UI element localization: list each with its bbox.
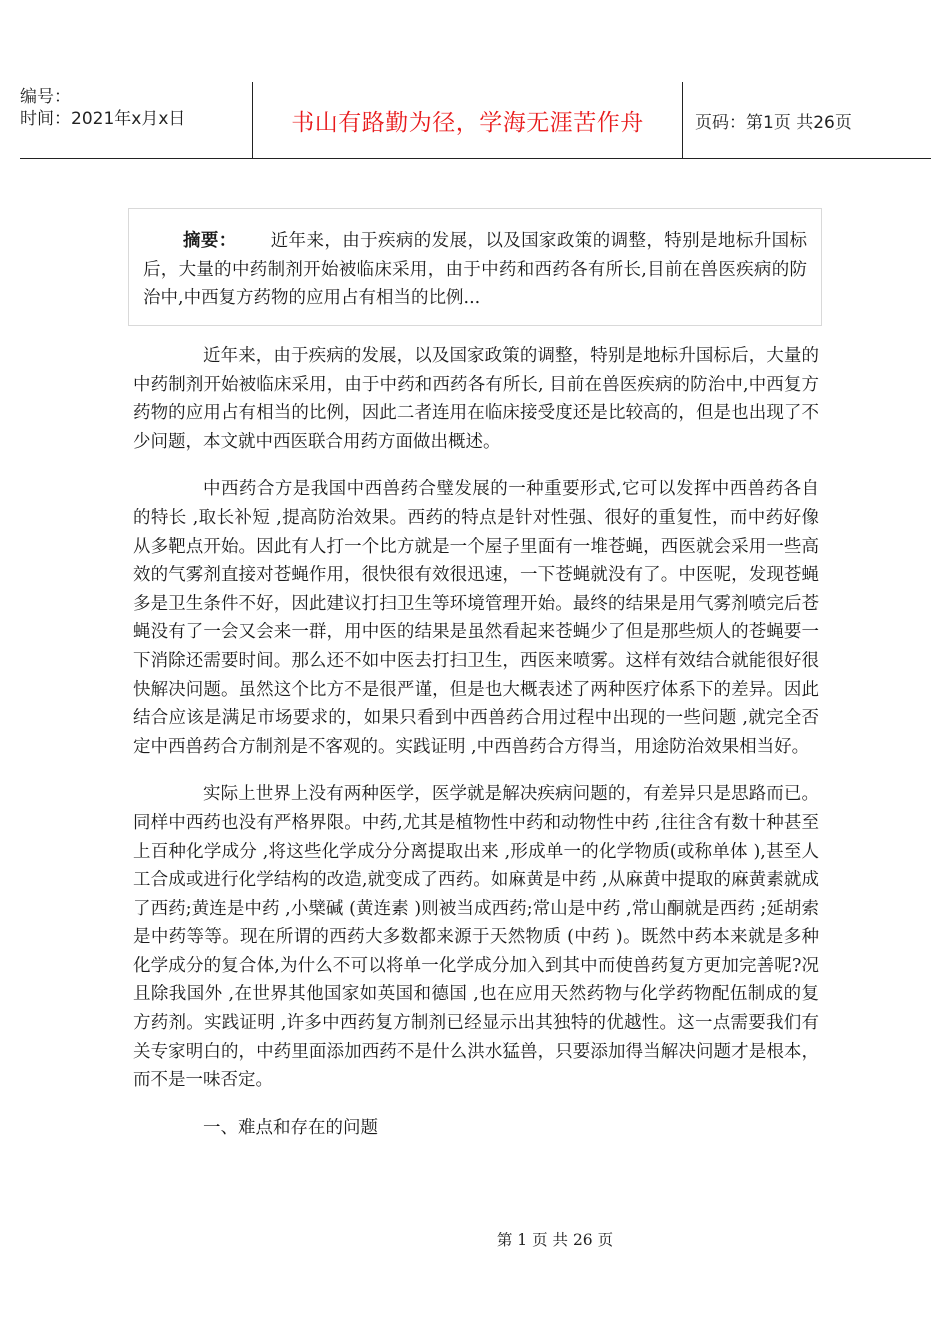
abstract-box [128, 208, 822, 326]
document-number-label: 编号： [20, 87, 71, 107]
section-heading: 一、难点和存在的问题 [203, 1117, 378, 1138]
paragraph-medicine-boundary: 实际上世界上没有两种医学，医学就是解决疾病问题的，有差异只是思路而已。同样中西药也没有严格界限。中药,尤其是植物性中药和动物性中药 ,往往含有数十种甚至上百种化学成分 ,将这些化学成分分离提取出来 ,形成单一的化学物质(或称单体 ),甚至人工合成或进行化学结构的改造,就变成了西药。如麻黄是中药 ,从麻黄中提取的麻黄素就成了西药;黄连是中药 ,小檗碱 (黄连素 )则被当成西药;常山是中药 ,常山酮就是西药 ;延胡索是中药等等。现在所谓的西药大多数都来源于天然物质 (中药 )。既然中药本来就是多种化学成分的复合体,为什么不可以将单一化学成分加入到其中而使兽药复方更加完善呢?况且除我国外 ,在世界其他国家如英国和德国 ,也在应用天然药物与化学药物配伍制成的复方药剂。实践证明 ,许多中西药复方制剂已经显示出其独特的优越性。这一点需要我们有关专家明白的，中药里面添加西药不是什么洪水猛兽，只要添加得当解决问题才是根本，而不是一味否定。 [133, 784, 819, 1091]
header-meta [20, 82, 252, 158]
paragraph-intro: 近年来，由于疾病的发展，以及国家政策的调整，特别是地标升国标后，大量的中药制剂开始被临床采用，由于中药和西药各有所长, 目前在兽医疾病的防治中,中西复方药物的应用占有相当的比例，因此二者连用在临床接受度还是比较高的，但是也出现了不少问题，本文就中西医联合用药方面做出概述。 [133, 346, 819, 452]
page-header [20, 82, 931, 159]
header-page-info: 页码：第1页 共26页 [695, 112, 852, 133]
abstract-label: 摘要： [183, 231, 237, 251]
page-footer: 第 1 页 共 26 页 [496, 1231, 614, 1249]
document-time-label: 时间：2021年x月x日 [20, 109, 186, 129]
document-body [133, 342, 819, 1161]
header-motto: 书山有路勤为径，学海无涯苦作舟 [252, 82, 683, 158]
paragraph-combination: 中西药合方是我国中西兽药合璧发展的一种重要形式,它可以发挥中西兽药各自的特长 ,取长补短 ,提高防治效果。西药的特点是针对性强、很好的重复性，而中药好像从多靶点开始。因此有人打一个比方就是一个屋子里面有一堆苍蝇，西医就会采用一些高效的气雾剂直接对苍蝇作用，很快很有效很迅速，一下苍蝇就没有了。中医呢，发现苍蝇多是卫生条件不好，因此建议打扫卫生等环境管理开始。最终的结果是用气雾剂喷完后苍蝇没有了一会又会来一群，用中医的结果是虽然看起来苍蝇少了但是那些烦人的苍蝇要一下消除还需要时间。那么还不如中医去打扫卫生，西医来喷雾。这样有效结合就能很好很快解决问题。虽然这个比方不是很严谨，但是也大概表述了两种医疗体系下的差异。因此结合应该是满足市场要求的，如果只看到中西兽药合用过程中出现的一些问题 ,就完全否定中西兽药合方制剂是不客观的。实践证明 ,中西兽药合方得当，用途防治效果相当好。 [133, 479, 819, 757]
abstract-text: 近年来，由于疾病的发展，以及国家政策的调整，特别是地标升国标后，大量的中药制剂开始被临床采用，由于中药和西药各有所长,目前在兽医疾病的防治中,中西复方药物的应用占有相当的比例... [143, 231, 807, 308]
